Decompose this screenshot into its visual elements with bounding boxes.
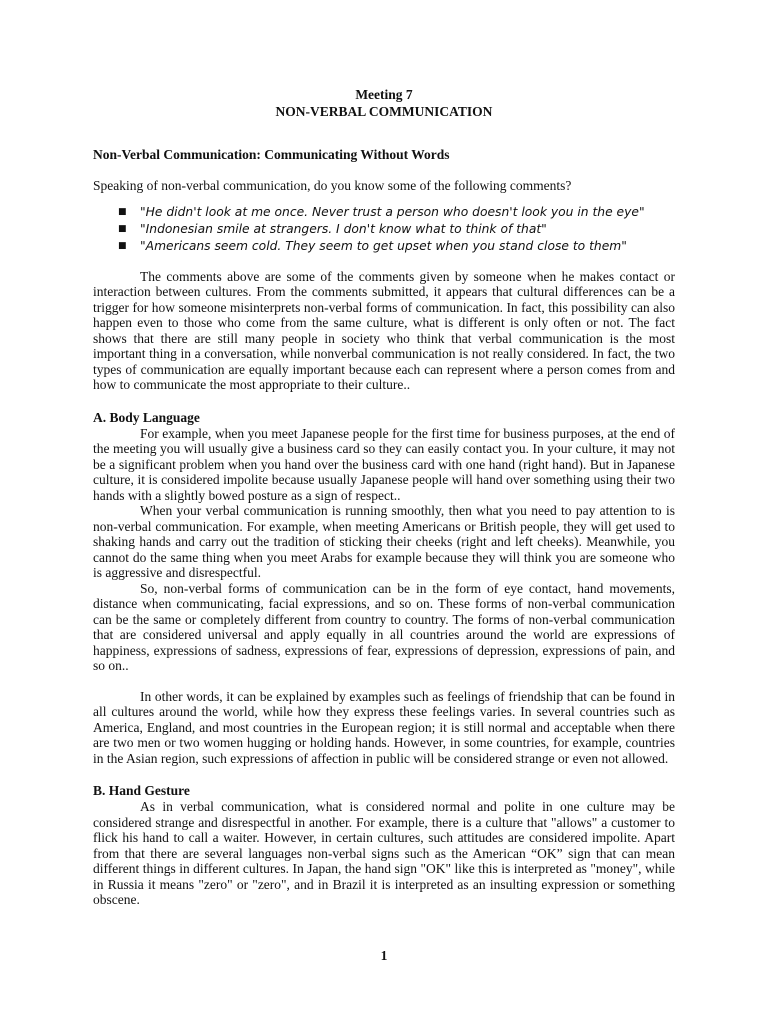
intro-text: Speaking of non-verbal communication, do you know some of the following comments? xyxy=(93,178,572,193)
comment-text: "He didn't look at me once. Never trust a person who doesn't look you in the eye" xyxy=(140,204,645,219)
section-heading-body-language: A. Body Language xyxy=(93,409,200,425)
paragraph: When your verbal communication is running smoothly, then what you need to pay attention to is non-verbal communication. For example, when meeting Americans or British people, they will get used to shaking hands and carry out the tradition of sticking their cheeks (right and left cheeks). Meanwhile, you cannot do the same thing when you meet Arabs for example because they will think you are someone who is aggressive and disrespectful. xyxy=(93,503,675,580)
list-item xyxy=(118,204,675,221)
bullet-icon: ■ xyxy=(118,223,127,234)
paragraph: As in verbal communication, what is considered normal and polite in one culture may be considered strange and disrespectful in another. For example, there is a culture that "allows" a customer to flick his hand to call a waiter. However, in certain cultures, such attitudes are considered impolite. Apart from that there are several languages non-verbal signs such as the American “OK” sign that can mean different things in different cultures. In Japan, the hand sign "OK" like this is interpreted as "money", while in Russia it means "zero" or "zero", and in Brazil it is interpreted as an insulting expression or something obscene. xyxy=(93,799,675,907)
comment-text: "Indonesian smile at strangers. I don't know what to think of that" xyxy=(140,221,547,236)
subtitle: Non-Verbal Communication: Communicating Without Words xyxy=(93,147,450,162)
paragraph: So, non-verbal forms of communication can be in the form of eye contact, hand movements, distance when communicating, facial expressions, and so on. These forms of non-verbal communication can be the same or completely different from country to country. The forms of non-verbal communication that are considered universal and apply equally in all countries around the world are expressions of happiness, expressions of sadness, expressions of fear, expressions of depression, expressions of pain, and so on.. xyxy=(93,580,675,673)
comment-text: "Americans seem cold. They seem to get upset when you stand close to them" xyxy=(140,238,627,253)
paragraph: For example, when you meet Japanese people for the first time for business purposes, at the end of the meeting you will usually give a business card so they can easily contact you. In your culture, it may not be a significant problem when you hand over the business card with one hand (right hand). But in Japanese culture, it is considered impolite because usually Japanese people will hand over something using their two hands with a slightly bowed posture as a sign of respect.. xyxy=(93,425,675,503)
list-item xyxy=(118,221,675,238)
page-title: NON-VERBAL COMMUNICATION xyxy=(275,104,493,119)
section-heading-hand-gesture: B. Hand Gesture xyxy=(93,783,190,798)
paragraph-intro: The comments above are some of the comments given by someone when he makes contact or interaction between cultures. From the comments submitted, it appears that cultural differences can be a trigger for how someone misinterprets non-verbal forms of communication. In fact, this possibility can also happen even to those who come from the same culture, what is different is only often or not. The fact shows that there are still many people in society who think that verbal communication is the most important thing in a conversation, while nonverbal communication is not really considered. In fact, the two types of communication are equally important because each can represent where a person comes from and how to communicate the most appropriate to their culture.. xyxy=(93,268,675,392)
list-item xyxy=(118,238,675,255)
paragraph: In other words, it can be explained by examples such as feelings of friendship that can be found in all cultures around the world, while how they express these feelings varies. In several countries such as America, England, and most countries in the European region; it is still normal and acceptable when there are two men or two women hugging or holding hands. However, in some countries, for example, countries in the Asian region, such expressions of affection in public will be considered strange or even not allowed. xyxy=(93,688,675,766)
meeting-label: Meeting 7 xyxy=(355,87,413,102)
bullet-icon: ■ xyxy=(118,240,127,251)
comments-list xyxy=(93,204,675,255)
page-number: 1 xyxy=(380,948,388,963)
spacer xyxy=(93,674,675,689)
bullet-icon: ■ xyxy=(118,206,127,217)
